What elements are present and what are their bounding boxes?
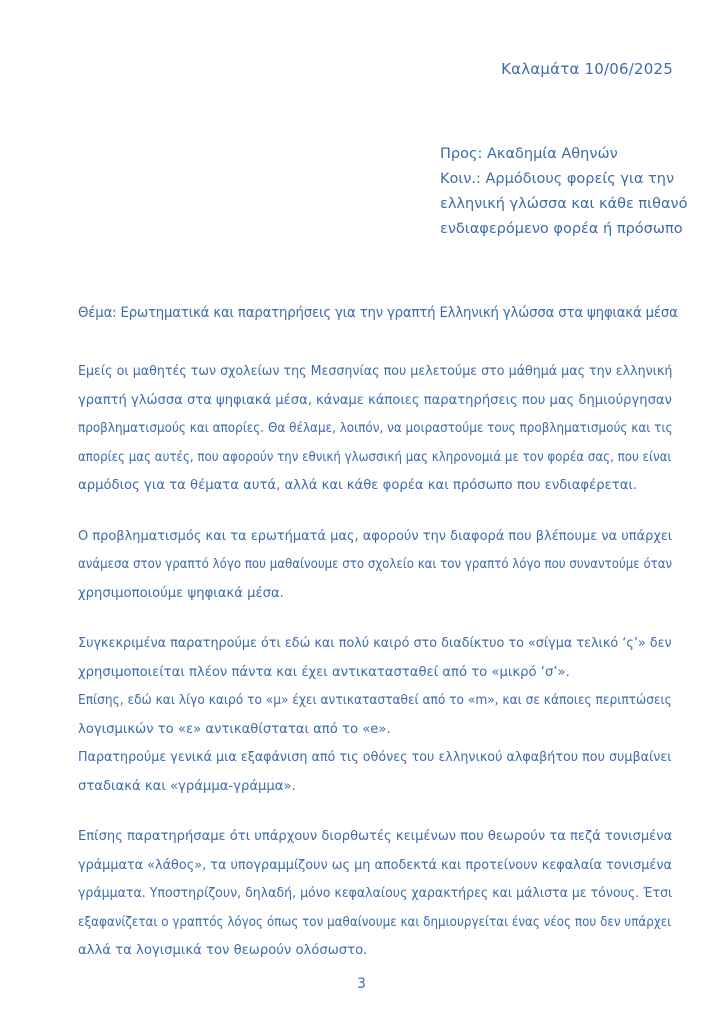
paragraph-line: χρησιμοποιείται πλέον πάντα και έχει αντικατασταθεί από το «μικρό ‘σ’». [78,664,570,680]
paragraph-line: αλλά τα λογισμικά τον θεωρούν ολόσωστο. [78,943,368,958]
body-paragraph [78,630,672,801]
addressee-cc-line: ενδιαφερόμενο φορέα ή πρόσωπο [440,221,683,237]
paragraph-line: Επίσης παρατηρήσαμε ότι υπάρχουν διορθωτές κειμένων που θεωρούν τα πεζά τονισμένα [78,829,673,844]
paragraph-line: Συγκεκριμένα παρατηρούμε ότι εδώ και πολύ καιρό στο διαδίκτυο το «σίγμα τελικό ‘ς’» δεν [78,636,672,651]
paragraph-line: ανάμεσα στον γραπτό λόγο που μαθαίνουμε στο σχολείο και τον γραπτό λόγο που συναντούμε όταν [78,557,673,572]
paragraph-line: γράμματα. Υποστηρίζουν, δηλαδή, μόνο κεφαλαίους χαρακτήρες και μάλιστα με τόνους. Έτσι [78,886,673,901]
paragraph-line: εξαφανίζεται ο γραπτός λόγος όπως τον μαθαίνουμε και δημιουργείται ένας νέος που δεν υπάρχει [78,914,672,930]
paragraph-line: γραπτή γλώσσα στα ψηφιακά μέσα, κάναμε κάποιες παρατηρήσεις που μας δημιούργησαν [78,392,672,408]
letter-body [78,358,672,988]
subject-line: Θέμα: Ερωτηματικά και παρατηρήσεις για την γραπτή Ελληνική γλώσσα στα ψηφιακά μέσα [78,305,678,321]
paragraph-line: γράμματα «λάθος», τα υπογραμμίζουν ως μη αποδεκτά και προτείνουν κεφαλαία τονισμένα [78,857,672,873]
paragraph-line: απορίες μας αυτές, που αφορούν την εθνική γλωσσική μας κληρονομιά με τον φορέα σας, που είναι [78,449,672,465]
paragraph-line: λογισμικών το «ε» αντικαθίσταται από το «e». [78,721,391,737]
body-paragraph [78,823,672,966]
place-date: Καλαμάτα 10/06/2025 [501,60,673,78]
paragraph-line: Ο προβληματισμός και τα ερωτήματά μας, αφορούν την διαφορά που βλέπουμε να υπάρχει [78,528,673,544]
addressee-to-line: Προς: Ακαδημία Αθηνών [440,146,618,162]
paragraph-line: χρησιμοποιούμε ψηφιακά μέσα. [78,585,284,601]
body-paragraph [78,358,672,501]
addressee-cc-line: ελληνική γλώσσα και κάθε πιθανό [440,196,688,212]
addressee-block [440,142,690,242]
paragraph-line: προβληματισμούς και απορίες. Θα θέλαμε, λοιπόν, να μοιραστούμε τους προβληματισμούς και τις [78,421,673,436]
addressee-cc-line: Κοιν.: Αρμόδιους φορείς για την [440,171,675,187]
page-number: 3 [357,976,366,992]
paragraph-line: Επίσης, εδώ και λίγο καιρό το «μ» έχει αντικατασταθεί από το «m», και σε κάποιες περιπτώσεις [78,693,672,708]
body-paragraph [78,523,672,609]
paragraph-line: Εμείς οι μαθητές των σχολείων της Μεσσηνίας που μελετούμε στο μάθημά μας την ελληνική [78,364,673,379]
paragraph-line: σταδιακά και «γράμμα-γράμμα». [78,778,296,794]
paragraph-line: Παρατηρούμε γενικά μια εξαφάνιση από τις οθόνες του ελληνικού αλφαβήτου που συμβαίνει [78,750,672,765]
paragraph-line: αρμόδιος για τα θέματα αυτά, αλλά και κάθε φορέα και πρόσωπο που ενδιαφέρεται. [78,478,638,493]
